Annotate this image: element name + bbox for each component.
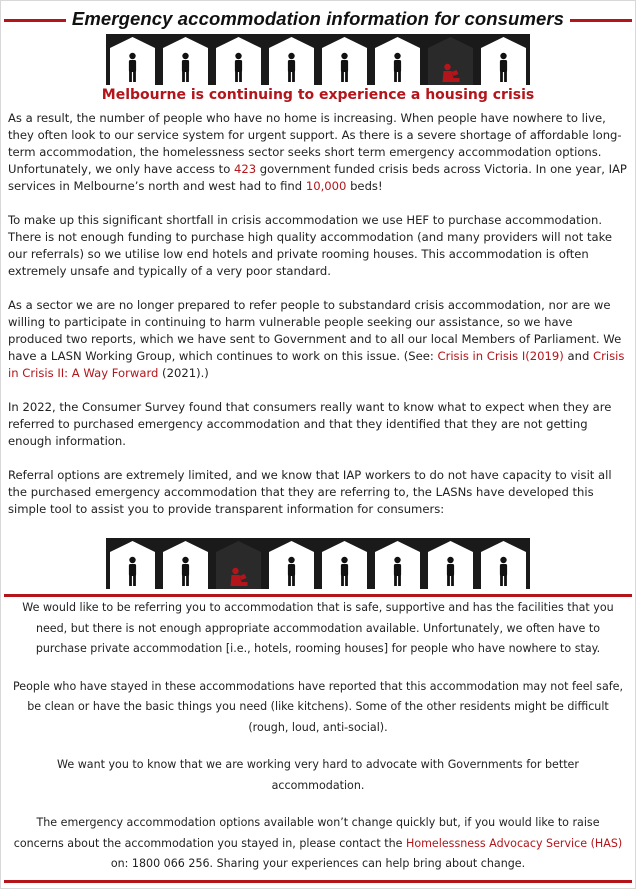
house-icon [212, 34, 265, 85]
consumer-info-block [0, 598, 636, 892]
title-row [0, 8, 636, 34]
has-link[interactable]: Homelessness Advocacy Service (HAS) [406, 836, 623, 850]
house-icon [159, 34, 212, 85]
report-link-2021[interactable]: Crisis in Crisis II: A Way Forward [8, 349, 625, 380]
report-link-2019[interactable]: Crisis in Crisis I(2019) [437, 349, 564, 363]
house-icon [477, 34, 530, 85]
house-icon [318, 34, 371, 85]
house-row-top [106, 34, 530, 85]
crisis-beds-count: 423 [233, 162, 257, 176]
section-heading: Melbourne is continuing to experience a housing crisis [101, 87, 535, 103]
beds-needed-count: 10,000 [305, 179, 347, 193]
paragraph-3: As a sector we are no longer prepared to refer people to substandard crisis accommodation, nor are we willing to participate in continuing to harm vulnerable people seeking our assistance, so we have produced two reports, which we have sent to Government and to all our local Members of Parliament. We have a LASN Working Group, which continues to work on this issue. (See: Crisis in Crisis I(2019) and Crisis in Crisis II: A Way Forward (2021).) [8, 298, 625, 380]
house-icon [159, 538, 212, 589]
house-icon [318, 538, 371, 589]
house-icon [265, 538, 318, 589]
house-row-bottom [106, 538, 530, 589]
page-title: Emergency accommodation information for consumers [0, 8, 636, 30]
paragraph-5: Referral options are extremely limited, and we know that IAP workers to do not have capacity to visit all the purchased emergency accommodation that they are referring to, the LASNs have developed this simple tool to assist you to provide transparent information for consumers: [8, 468, 612, 516]
paragraph-4: In 2022, the Consumer Survey found that consumers really want to know what to expect when they are referred to purchased emergency accommodation and that they identified that they are not getting enough information. [8, 400, 612, 448]
consumer-paragraph-2: People who have stayed in these accommodations have reported that this accommodation may not feel safe, be clean or have the basic things you need (like kitchens). Some of the other residents might be difficult (rough, loud, anti-social). [12, 679, 624, 734]
consumer-paragraph-3: We want you to know that we are working very hard to advocate with Governments for better accommodation. [57, 758, 579, 792]
paragraph-1: As a result, the number of people who have no home is increasing. When people have nowhere to live, they often look to our service system for urgent support. As there is a severe shortage of affordable long-term accommodation, the homelessness sector seeks short term emergency accommodation options. Unfortunately, we only have access to 423 government funded crisis beds across Victoria. In one year, IAP services in Melbourne’s north and west had to find 10,000 beds! [8, 111, 627, 193]
body-text [8, 110, 628, 535]
house-icon [371, 34, 424, 85]
house-icon [106, 538, 159, 589]
house-icon [371, 538, 424, 589]
consumer-paragraph-4: The emergency accommodation options available won’t change quickly but, if you would like to raise concerns about the accommodation you stayed in, please contact the Homelessness Advocacy Service (HAS) on: 1800 066 256. Sharing your experiences can help bring about change. [13, 816, 623, 870]
house-icon [265, 34, 318, 85]
house-icon [477, 538, 530, 589]
house-icon [424, 538, 477, 589]
house-icon [212, 538, 265, 589]
house-icon [424, 34, 477, 85]
paragraph-2: To make up this significant shortfall in crisis accommodation we use HEF to purchase accommodation. There is not enough funding to purchase high quality accommodation (and many providers will not take our referrals) so we utilise low end hotels and private rooming houses. This accommodation is often extremely unsafe and typically of a very poor standard. [8, 213, 613, 278]
consumer-paragraph-1: We would like to be referring you to accommodation that is safe, supportive and has the facilities that you need, but there is not enough appropriate accommodation available. Unfortunately, we often have to purchase private accommodation [i.e., hotels, rooming houses] for people who have nowhere to stay. [22, 601, 614, 655]
consumer-box-bottom-rule [4, 880, 632, 883]
consumer-box-top-rule [4, 594, 632, 597]
house-icon [106, 34, 159, 85]
